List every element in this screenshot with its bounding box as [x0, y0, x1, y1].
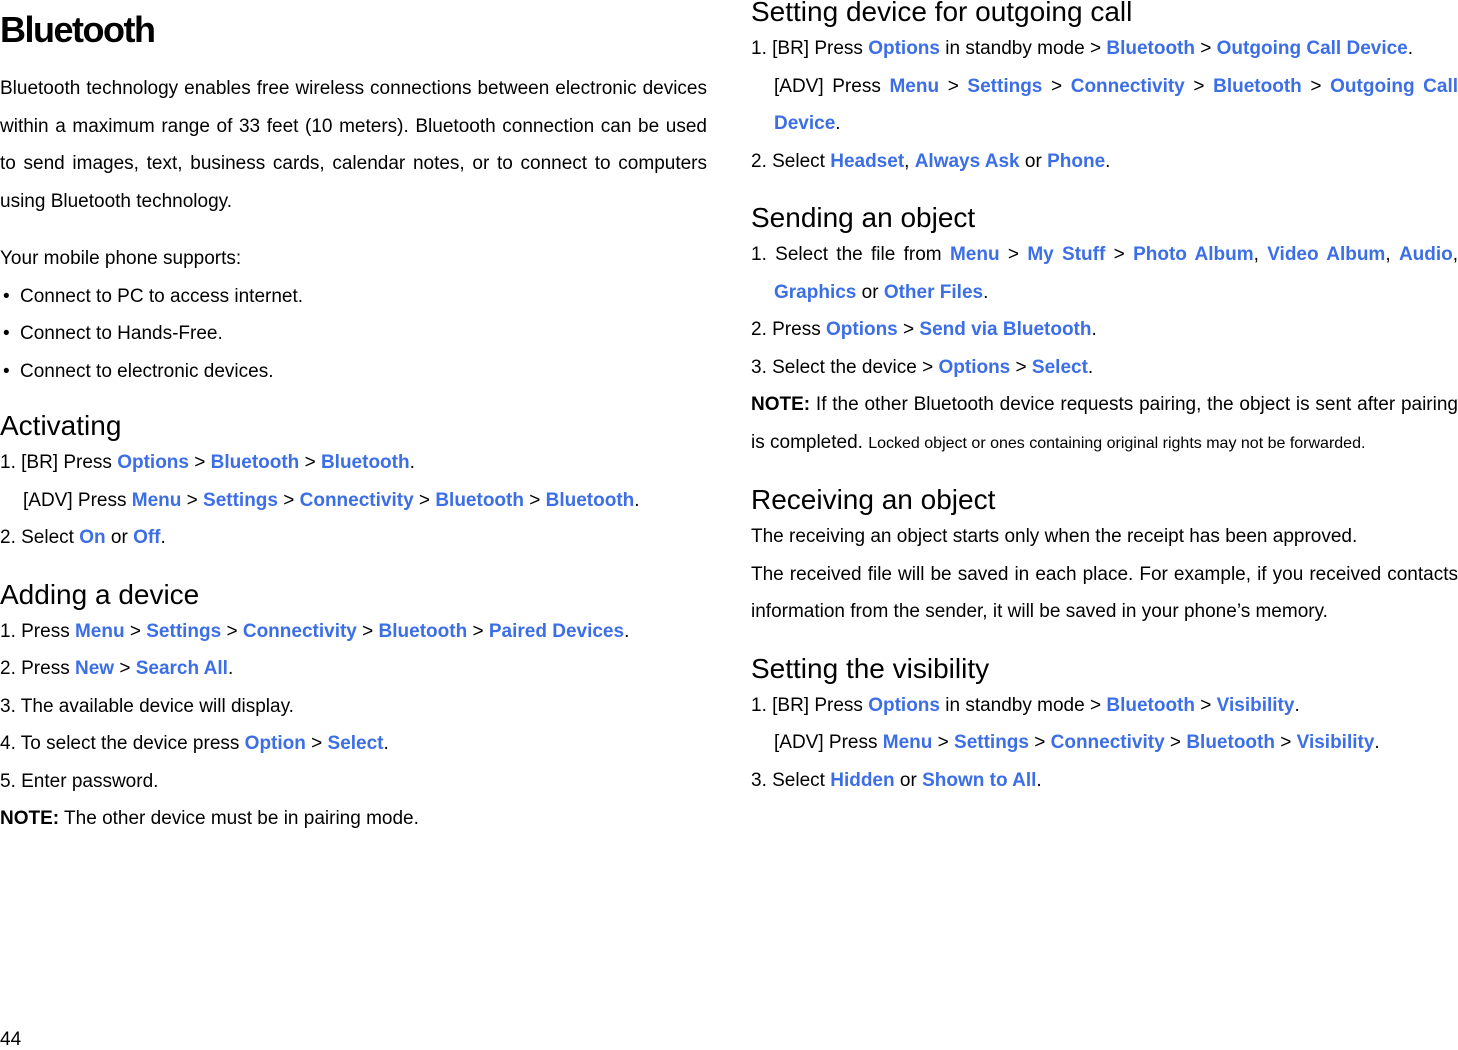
list-item: • Connect to Hands-Free. [0, 315, 707, 353]
visibility-heading: Setting the visibility [751, 652, 990, 684]
adding-step-1: 1. Press Menu > Settings > Connectivity > Bluetooth > Paired Devices. [0, 620, 630, 642]
activating-step-1: 1. [BR] Press Options > Bluetooth > Bluetooth. [0, 452, 415, 473]
sending-step-1: 1. Select the file from Menu > My Stuff > Photo Album, Video Album, Audio, Graphics or Other Files. [751, 244, 1458, 303]
adding-heading: Adding a device [0, 578, 200, 610]
activating-step-1-adv: [ADV] Press Menu > Settings > Connectivity > Bluetooth > Bluetooth. [23, 489, 640, 511]
left-column [0, 0, 707, 838]
right-column [751, 0, 1458, 799]
receiving-heading: Receiving an object [751, 484, 996, 515]
outgoing-step-1: 1. [BR] Press Options in standby mode > Bluetooth > Outgoing Call Device. [751, 38, 1414, 59]
adding-step-4: 4. To select the device press Option > Select. [0, 733, 389, 754]
receiving-paragraph-1: The receiving an object starts only when the receipt has been approved. [751, 526, 1358, 547]
sending-note: NOTE: If the other Bluetooth device requests pairing, the object is sent after pairing is completed. Locked object or ones containing original rights may not be forwarded. [751, 394, 1458, 453]
activating-step-2: 2. Select On or Off. [0, 527, 166, 548]
page-title: Bluetooth [0, 9, 155, 50]
adding-note: NOTE: The other device must be in pairing mode. [0, 808, 419, 829]
visibility-step-3: 3. Select Hidden or Shown to All. [751, 769, 1042, 791]
visibility-step-1: 1. [BR] Press Options in standby mode > Bluetooth > Visibility. [751, 694, 1300, 716]
list-item: • Connect to PC to access internet. [0, 278, 707, 316]
adding-step-2: 2. Press New > Search All. [0, 658, 234, 679]
list-item: • Connect to electronic devices. [0, 353, 707, 391]
adding-step-5: 5. Enter password. [0, 770, 159, 792]
sending-step-2: 2. Press Options > Send via Bluetooth. [751, 319, 1097, 340]
activating-heading: Activating [0, 410, 122, 441]
page-number: 44 [0, 1029, 22, 1050]
supports-label: Your mobile phone supports: [0, 248, 242, 269]
outgoing-heading: Setting device for outgoing call [751, 0, 1133, 27]
intro-paragraph: Bluetooth technology enables free wireless connections between electronic devices within a maximum range of 33 feet (10 meters). Bluetooth connection can be used to send images, text, business cards, calendar notes, or to connect to computers using Bluetooth technology. [0, 78, 707, 212]
visibility-step-1-adv: [ADV] Press Menu > Settings > Connectivity > Bluetooth > Visibility. [774, 732, 1380, 753]
sending-heading: Sending an object [751, 202, 976, 233]
receiving-paragraph-2: The received file will be saved in each place. For example, if you received contacts information from the sender, it will be saved in your phone’s memory. [751, 563, 1458, 622]
outgoing-step-2: 2. Select Headset, Always Ask or Phone. [751, 150, 1111, 172]
sending-step-3: 3. Select the device > Options > Select. [751, 356, 1094, 378]
adding-step-3: 3. The available device will display. [0, 695, 294, 717]
supports-list [0, 278, 707, 391]
outgoing-step-1-adv: [ADV] Press Menu > Settings > Connectivity > Bluetooth > Outgoing Call Device. [774, 75, 1458, 134]
